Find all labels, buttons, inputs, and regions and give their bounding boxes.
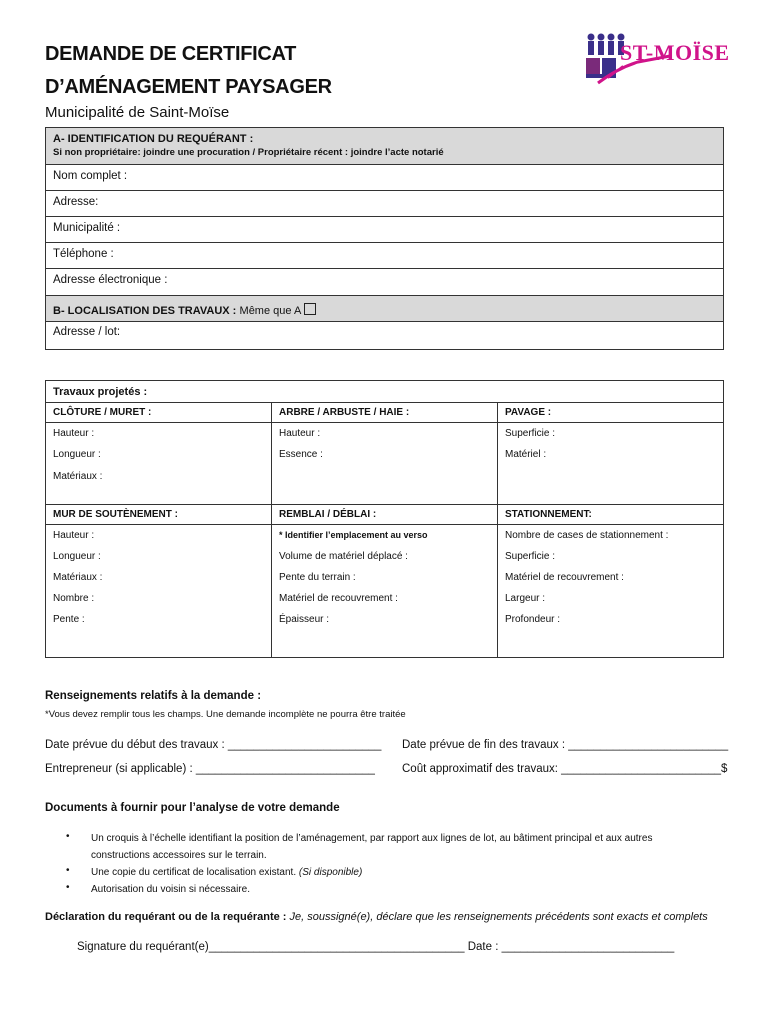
- field-adresse-electronique[interactable]: [46, 269, 723, 296]
- field-nom-complet[interactable]: [46, 165, 723, 191]
- cloture-materiaux[interactable]: Matériaux :: [53, 471, 103, 482]
- declaration-text: Je, soussigné(e), déclare que les renseignements précédents sont exacts et complets: [289, 911, 708, 923]
- cloture-longueur[interactable]: Longueur :: [53, 449, 101, 460]
- field-adresse[interactable]: [46, 191, 723, 217]
- bullet: •: [66, 831, 70, 842]
- mur-materiaux[interactable]: Matériaux :: [53, 572, 103, 583]
- divider: [45, 524, 724, 525]
- declaration: [45, 911, 708, 923]
- section-b-heading: B- LOCALISATION DES TRAVAUX :: [53, 305, 237, 317]
- field-label: Nom complet :: [53, 170, 128, 182]
- bullet: •: [66, 882, 70, 893]
- divider: [497, 402, 498, 658]
- stationnement-materiel[interactable]: Matériel de recouvrement :: [505, 572, 624, 583]
- header-arbre: ARBRE / ARBUSTE / HAIE :: [279, 407, 410, 418]
- section-a-header: [46, 128, 723, 165]
- section-a-heading: A- IDENTIFICATION DU REQUÉRANT :: [53, 133, 254, 145]
- documents-heading: Documents à fournir pour l’analyse de votre demande: [45, 802, 340, 814]
- logo-text: ST-MOÏSE: [620, 40, 730, 65]
- remblai-materiel[interactable]: Matériel de recouvrement :: [279, 593, 398, 604]
- divider: [45, 402, 724, 403]
- section-b-header: [46, 296, 723, 322]
- field-label: Adresse:: [53, 196, 99, 208]
- same-as-a-label: Même que A: [239, 305, 302, 317]
- mur-pente[interactable]: Pente :: [53, 614, 85, 625]
- pavage-materiel[interactable]: Matériel :: [505, 449, 547, 460]
- divider: [45, 422, 724, 423]
- renseignements-heading: Renseignements relatifs à la demande :: [45, 690, 262, 702]
- divider: [45, 504, 724, 505]
- mur-longueur[interactable]: Longueur :: [53, 551, 101, 562]
- remblai-pente[interactable]: Pente du terrain :: [279, 572, 356, 583]
- field-label: Téléphone :: [53, 248, 114, 260]
- field-label: Adresse électronique :: [53, 274, 168, 286]
- date-debut-field[interactable]: Date prévue du début des travaux : ________________________: [45, 739, 382, 751]
- renseignements-note: *Vous devez remplir tous les champs. Une demande incomplète ne pourra être traitée: [45, 709, 406, 720]
- entrepreneur-field[interactable]: Entrepreneur (si applicable) : ____________________________: [45, 763, 375, 775]
- stationnement-superficie[interactable]: Superficie :: [505, 551, 556, 562]
- header-remblai: REMBLAI / DÉBLAI :: [279, 509, 377, 520]
- field-label: Municipalité :: [53, 222, 121, 234]
- title-line-2: D’AMÉNAGEMENT PAYSAGER: [45, 76, 332, 98]
- title-line-1: DEMANDE DE CERTIFICAT: [45, 43, 297, 65]
- document-item-3: Autorisation du voisin si nécessaire.: [91, 884, 250, 895]
- document-item-1: Un croquis à l’échelle identifiant la position de l’aménagement, par rapport aux lignes de lot, au bâtiment principal et aux autres constructions accessoires sur le terrain.: [91, 833, 653, 861]
- header-cloture: CLÔTURE / MURET :: [53, 407, 152, 418]
- divider: [271, 402, 272, 658]
- remblai-note: * Identifier l’emplacement au verso: [279, 530, 428, 540]
- cout-field[interactable]: Coût approximatif des travaux: _________________________$: [402, 763, 728, 775]
- field-label: Adresse / lot:: [53, 326, 121, 338]
- remblai-volume[interactable]: Volume de matériel déplacé :: [279, 551, 408, 562]
- bullet: •: [66, 865, 70, 876]
- signature-line[interactable]: Signature du requérant(e)________________________________________ Date : ___________________________: [77, 941, 675, 953]
- header-stationnement: STATIONNEMENT:: [505, 509, 592, 520]
- document-item-2-note: (Si disponible): [298, 867, 363, 878]
- arbre-essence[interactable]: Essence :: [279, 449, 323, 460]
- mur-hauteur[interactable]: Hauteur :: [53, 530, 95, 541]
- date-fin-field[interactable]: Date prévue de fin des travaux : _________________________: [402, 739, 729, 751]
- section-a-box: [45, 127, 724, 296]
- header-pavage: PAVAGE :: [505, 407, 552, 418]
- stationnement-profondeur[interactable]: Profondeur :: [505, 614, 561, 625]
- field-adresse-lot[interactable]: [46, 322, 723, 349]
- stationnement-cases[interactable]: Nombre de cases de stationnement :: [505, 530, 669, 541]
- field-telephone[interactable]: [46, 243, 723, 269]
- pavage-superficie[interactable]: Superficie :: [505, 428, 556, 439]
- cloture-hauteur[interactable]: Hauteur :: [53, 428, 95, 439]
- section-b-box: [45, 296, 724, 350]
- section-a-subheading: Si non propriétaire: joindre une procuration / Propriétaire récent : joindre l’acte notarié: [53, 147, 444, 158]
- arbre-hauteur[interactable]: Hauteur :: [279, 428, 321, 439]
- document-item-2-text: Une copie du certificat de localisation existant.: [91, 867, 297, 878]
- travaux-title: Travaux projetés :: [53, 386, 148, 398]
- remblai-epaisseur[interactable]: Épaisseur :: [279, 614, 330, 625]
- municipality-name: Municipalité de Saint-Moïse: [45, 104, 230, 121]
- same-as-a-checkbox[interactable]: [304, 303, 316, 315]
- document-item-2: [91, 864, 711, 881]
- mur-nombre[interactable]: Nombre :: [53, 593, 95, 604]
- page-title: [45, 38, 332, 104]
- stationnement-largeur[interactable]: Largeur :: [505, 593, 546, 604]
- declaration-label: Déclaration du requérant ou de la requérante :: [45, 911, 287, 923]
- field-municipalite[interactable]: [46, 217, 723, 243]
- header-mur: MUR DE SOUTÈNEMENT :: [53, 509, 178, 520]
